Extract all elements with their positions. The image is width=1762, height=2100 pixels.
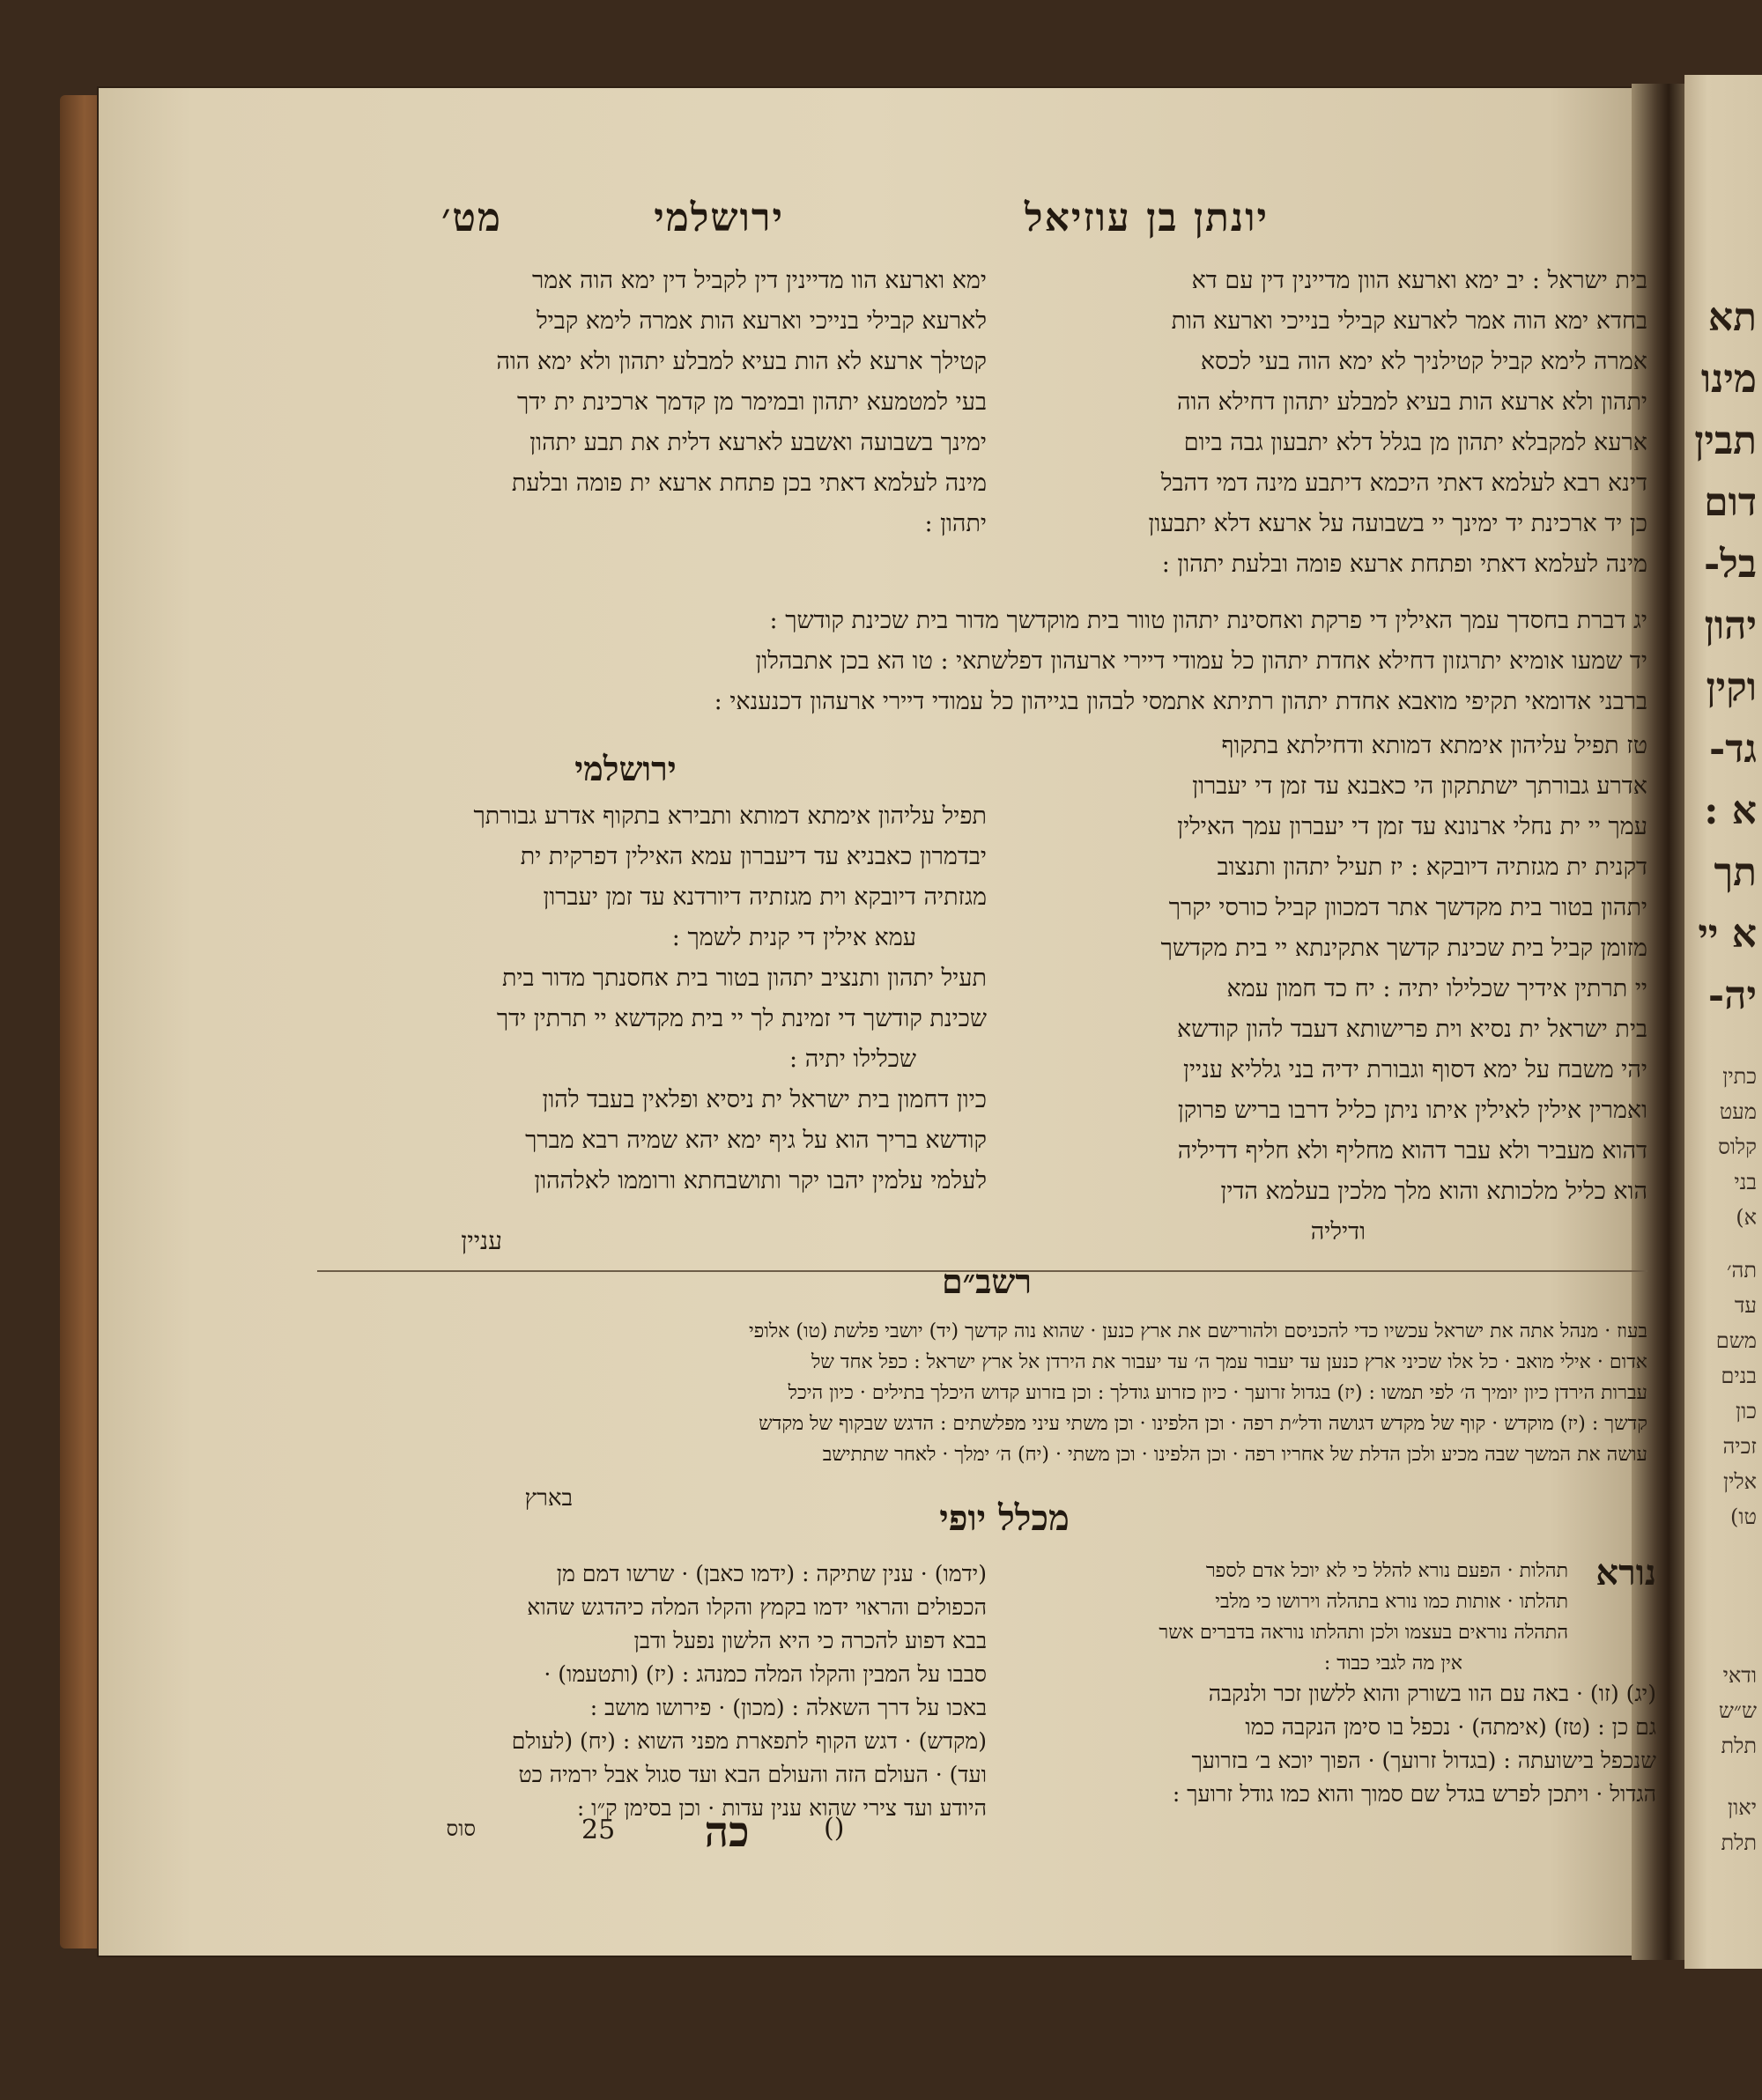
right-fragment-line: דום [1704,480,1757,525]
catchword-yerushalmi: עניין [461,1226,502,1255]
text-line: (יג) (זו) · באה עם הוו בשורק והוא ללשון זכר ולנקבה [1208,1681,1656,1706]
right-fragment-line: תא [1707,295,1757,340]
michlal-right-column-notes [1004,1677,1656,1811]
michlal-left-column [317,1557,987,1825]
text-line: תהלתו · אותות כמו נורא בתהלה וירושו כי מלבי [1215,1591,1568,1613]
text-line: הגדול · ויתכן לפרש בגדל שם סמוך והוא כמו גודל זרועך : [1172,1781,1656,1807]
right-fragment-small: קלוס [1718,1135,1757,1159]
right-fragment-line: וקין [1706,665,1757,710]
text-line: אין מה לגבי כבוד : [1323,1653,1462,1675]
right-fragment-small: בנים [1721,1364,1757,1388]
text-line: טז תפיל עליהון אימתא דמותא ודחילתא בתקוף [1221,732,1647,759]
text-line: כן יד ארכינת יד ימינך יי בשבועה על ארעא דלא יתבעון [1148,510,1647,537]
text-line: לארעא קבילי בנייכי וארעא הות אמרה לימא קביל [537,307,987,335]
text-line: התהלה נוראים בעצמו ולכן ותהלתו נוראה בדברים אשר [1159,1622,1568,1644]
text-line: עמך יי ית נחלי ארנונא עד זמן די יעברון עמך האילין [1177,813,1647,840]
text-line: דהוא מעביר ולא עבר דהוא מחליף ולא חליף דדיליה [1177,1137,1647,1165]
text-line: קטילך ארעא לא הות בעיא למבלע יתהון ולא ימא הוה [496,348,987,375]
text-line: עברות הירדן כיון יומיך ה׳ לפי תמשו : (יז) בגדול זרועך · כיון כזרוע גודלך : וכן בזרוע קדוש היכלך בתילים · כיון היכל [788,1382,1647,1404]
text-line: תעיל יתהון ותנציב יתהון בטור בית אחסנתך מדור בית [501,965,987,992]
text-line: דינא רבא לעלמא דאתי היכמא דיתבע מינה דמי דהבל [1160,470,1647,497]
text-line: יתהון בטור בית מקדשך אתר דמכוון קביל כורסי יקרך [1168,894,1647,921]
text-line: גם כן : (טז) (אימתה) · נכפל בו סימן הנקבה כמו [1245,1714,1656,1740]
text-line: בית ישראל : יב ימא וארעא הוון מדיינין דין עם דא [1191,267,1647,294]
running-head-yerushalmi: ירושלמי [654,196,784,240]
michlal-lead-word: נורא [1595,1552,1656,1593]
footer-parenthesis: () [824,1813,845,1844]
signature-mark: כה [704,1808,750,1857]
right-fragment-small: תה׳ [1727,1258,1757,1283]
full-width-verses [317,601,1647,722]
catchword-footer: סוס [446,1816,476,1841]
right-fragment-line: תך [1714,850,1757,895]
text-line: עושה את המשך שבה מכיע ולכן הדלת של אחריו רפה · וכן הלפינו · וכן משתי · (יח) ה׳ ימלך · לאחר שתתישב [822,1444,1647,1466]
text-line: ברבני אדומאי תקיפי מואבא אחדת יתהון רתיתא אתמסי לבהון בגייהון כל עמודי דיירי ארעהון דכנענאי : [714,688,1647,715]
text-line: כיון דחמון בית ישראל ית ניסיא ופלאין בעבד להון [542,1086,987,1113]
text-line: ימינך בשבועה ואשבע לארעא דלית את תבע יתהון [529,429,987,456]
jonathan-column-lower [1004,726,1647,1253]
right-fragment-line: א : [1704,788,1757,833]
text-line: ואמרין אילין לאילין איתו ניתן כליל דרבו בריש פרוקן [1177,1097,1647,1124]
running-head-jonathan: יונתן בן עוזיאל [1024,196,1269,240]
text-line: תהלות · הפעם נורא להלל כי לא יוכל אדם לספר [1205,1560,1568,1582]
text-line: לעלמי עלמין יהבו יקר ותושבחתא ורוממו לאלההון [534,1167,987,1194]
right-page-fragment [1684,75,1762,1969]
text-line: ארעא למקבלא יתהון מן בגלל דלא יתבעון גבה ביום [1183,429,1647,456]
text-line: מזומן קביל בית שכינת קדשך אתקינתא יי בית מקדשך [1160,935,1647,962]
rashbam-commentary [317,1316,1647,1470]
signature-number: 25 [581,1815,616,1845]
text-line: תפיל עליהון אימתא דמותא ותבירא בתקוף אדרע גבורתך [473,802,987,830]
right-fragment-line: מינו [1700,357,1757,402]
text-line: דקנית ית מגזתיה דיובקא : יז תעיל יתהון ותנצוב [1217,854,1647,881]
right-fragment-line: א יי [1698,912,1757,957]
right-fragment-small: כון [1736,1399,1757,1423]
right-fragment-small: כתין [1722,1064,1757,1089]
text-line: ודיליה [1310,1218,1366,1246]
text-line: בבא דפוע להכרה כי היא הלשון נפעל ודבן [633,1628,987,1653]
text-line: סבבו על המבין והקלו המלה כמנהג : (יז) (ותטעמו) · [544,1661,987,1687]
yerushalmi-column-lower [317,796,987,1202]
right-fragment-line: תבין [1694,418,1757,463]
text-line: אדום · אילי מואב · כל אלו שכיני ארץ כנען עד יעבור עמך ה׳ עד יעבור את הירדן אל ארץ ישראל : כפל אחד של [811,1351,1647,1373]
text-line: שכלילו יתיה : [789,1046,916,1073]
right-fragment-small: ודאי [1722,1663,1757,1688]
text-line: אדרע גבורתך ישתתקון הי כאבנא עד זמן די יעברון [1192,773,1647,800]
text-line: בעי למטמעא יתהון ובמימר מן קדמך ארכינת ית ידך [516,388,987,416]
text-line: (ידמו) · ענין שתיקה : (ידמו כאבן) · שרשו דמם מן [556,1561,987,1586]
right-fragment-small: א) [1736,1205,1757,1230]
right-fragment-small: זכיה [1722,1434,1757,1459]
right-fragment-small: ש״ש [1718,1698,1757,1723]
text-line: יג דברת בחסדך עמך האילין די פרקת ואחסינת יתהון טוור בית מוקדשך מדור בית שכינת קודשך : [769,607,1647,634]
right-fragment-small: יאון [1728,1795,1757,1820]
text-line: קודשא בריך הוא על גיף ימא יהא שמיה רבא מברך [525,1127,987,1154]
right-fragment-small: תלת [1721,1734,1757,1758]
text-line: יתהון ולא ארעא הות בעיא למבלע יתהון דחילא הוה [1177,388,1647,416]
text-line: בית ישראל ית נסיא וית פרישותא דעבד להון קודשא [1177,1016,1647,1043]
right-fragment-line: גד- [1709,727,1757,772]
yerushalmi-column-upper [317,261,987,544]
text-line: מינה לעלמא דאתי בכן פתחת ארעא ית פומה ובלעת [511,470,987,497]
right-fragment-small: בני [1734,1170,1757,1194]
right-fragment-line: בל- [1703,542,1757,587]
right-fragment-small: טו) [1730,1505,1757,1529]
rashbam-heading: רשב״ם [941,1261,1033,1301]
text-line: שנכפל בישועתה : (בגדול זרועך) · הפוך יוכא ב׳ בזרועך [1191,1748,1656,1773]
right-fragment-small: עד [1734,1293,1757,1318]
right-fragment-small: תלת [1721,1830,1757,1855]
text-line: היודע ועד צירי שהוא ענין עדות · וכן בסימן ק״ו : [576,1795,987,1821]
text-line: מגזתיה דיובקא וית מגזתיה דיורדנא עד זמן יעברון [543,884,987,911]
catchword-rashbam: בארץ [524,1485,573,1512]
yerushalmi-heading: ירושלמי [574,749,677,788]
text-line: שכינת קודשך די זמינת לך יי בית מקדשא יי תרתין ידך [496,1005,987,1032]
text-line: אמרה לימא קביל קטילניך לא ימא הוה בעי לכסא [1200,348,1647,375]
text-line: יתהון : [924,510,987,537]
text-line: ועד) · העולם הזה והעולם הבא ועד סגול אבל ירמיה כט [518,1762,987,1787]
text-line: הוא כליל מלכותא והוא מלך מלכין בעלמא הדין [1220,1178,1647,1205]
text-line: הכפולים והראוי ידמו בקמץ והקלו המלה כיהדגש שהוא [527,1594,987,1620]
text-line: בעוז · מנהל אתה את ישראל עכשיו כדי להכניסם ולהורישם את ארץ כנען · שהוא נוה קדשך (יד) יושבי פלשת (טו) אלופי [748,1320,1647,1342]
text-line: קדשך : (יז) מוקדש · קוף של מקדש דגושה ודל״ת רפה · וכן הלפינו · וכן משתי עיני מפלשתים : הדגש שבקוף של מקדש [759,1413,1647,1435]
right-fragment-small: משם [1715,1328,1757,1353]
page-number: מט׳ [441,196,502,240]
text-line: יהי משבח על ימא דסוף וגבורת ידיה בני גלליא עניין [1182,1056,1647,1083]
text-line: באכו על דרך השאלה : (מכון) · פירושו מושב : [589,1695,987,1720]
text-line: (מקדש) · דגש הקוף לתפארת מפני השוא : (יח) (לעולם [511,1728,987,1754]
text-line: עמא אילין די קנית לשמך : [671,924,916,951]
right-fragment-line: יה- [1707,973,1757,1018]
right-fragment-line: יהון [1704,603,1757,648]
text-line: יבדמרון כאבניא עד דיעברון עמא האילין דפרקית ית [520,843,987,870]
text-line: יד שמעו אומיא יתרגזון דחילא אחדת יתהון כל עמודי דיירי ארעהון דפלשתאי : טו הא בכן אתבהלון [755,647,1647,675]
michlal-yofi-heading: מכלל יופי [939,1497,1070,1539]
jonathan-column-upper [1004,261,1647,585]
right-fragment-small: מעט [1719,1099,1757,1124]
right-fragment-small: אלין [1722,1469,1757,1494]
text-line: יי תרתין אידיך שכלילו יתיה : יח כד חמון עמא [1226,975,1647,1002]
michlal-right-column [1004,1556,1568,1679]
text-line: בחדא ימא הוה אמר לארעא קבילי בנייכי וארעא הות [1171,307,1647,335]
text-line: ימא וארעא הוו מדיינין דין לקביל דין ימא הוה אמר [531,267,987,294]
text-line: מינה לעלמא דאתי ופתחת ארעא פומה ובלעת יתהון : [1161,551,1647,578]
